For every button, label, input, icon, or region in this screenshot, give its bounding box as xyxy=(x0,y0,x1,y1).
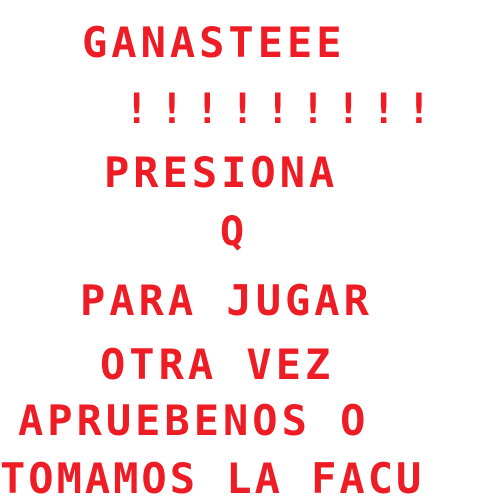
win-title: GANASTEEE xyxy=(82,18,346,67)
joke-line-1: APRUEBENOS O xyxy=(18,396,370,445)
again-instruction: OTRA VEZ xyxy=(100,340,335,389)
key-hint: Q xyxy=(220,209,249,255)
play-instruction: PARA JUGAR xyxy=(80,276,373,325)
exclamation-marks: !!!!!!!!! xyxy=(124,84,442,133)
press-instruction: PRESIONA xyxy=(104,148,339,197)
joke-line-2: TOMAMOS LA FACU xyxy=(0,454,425,500)
